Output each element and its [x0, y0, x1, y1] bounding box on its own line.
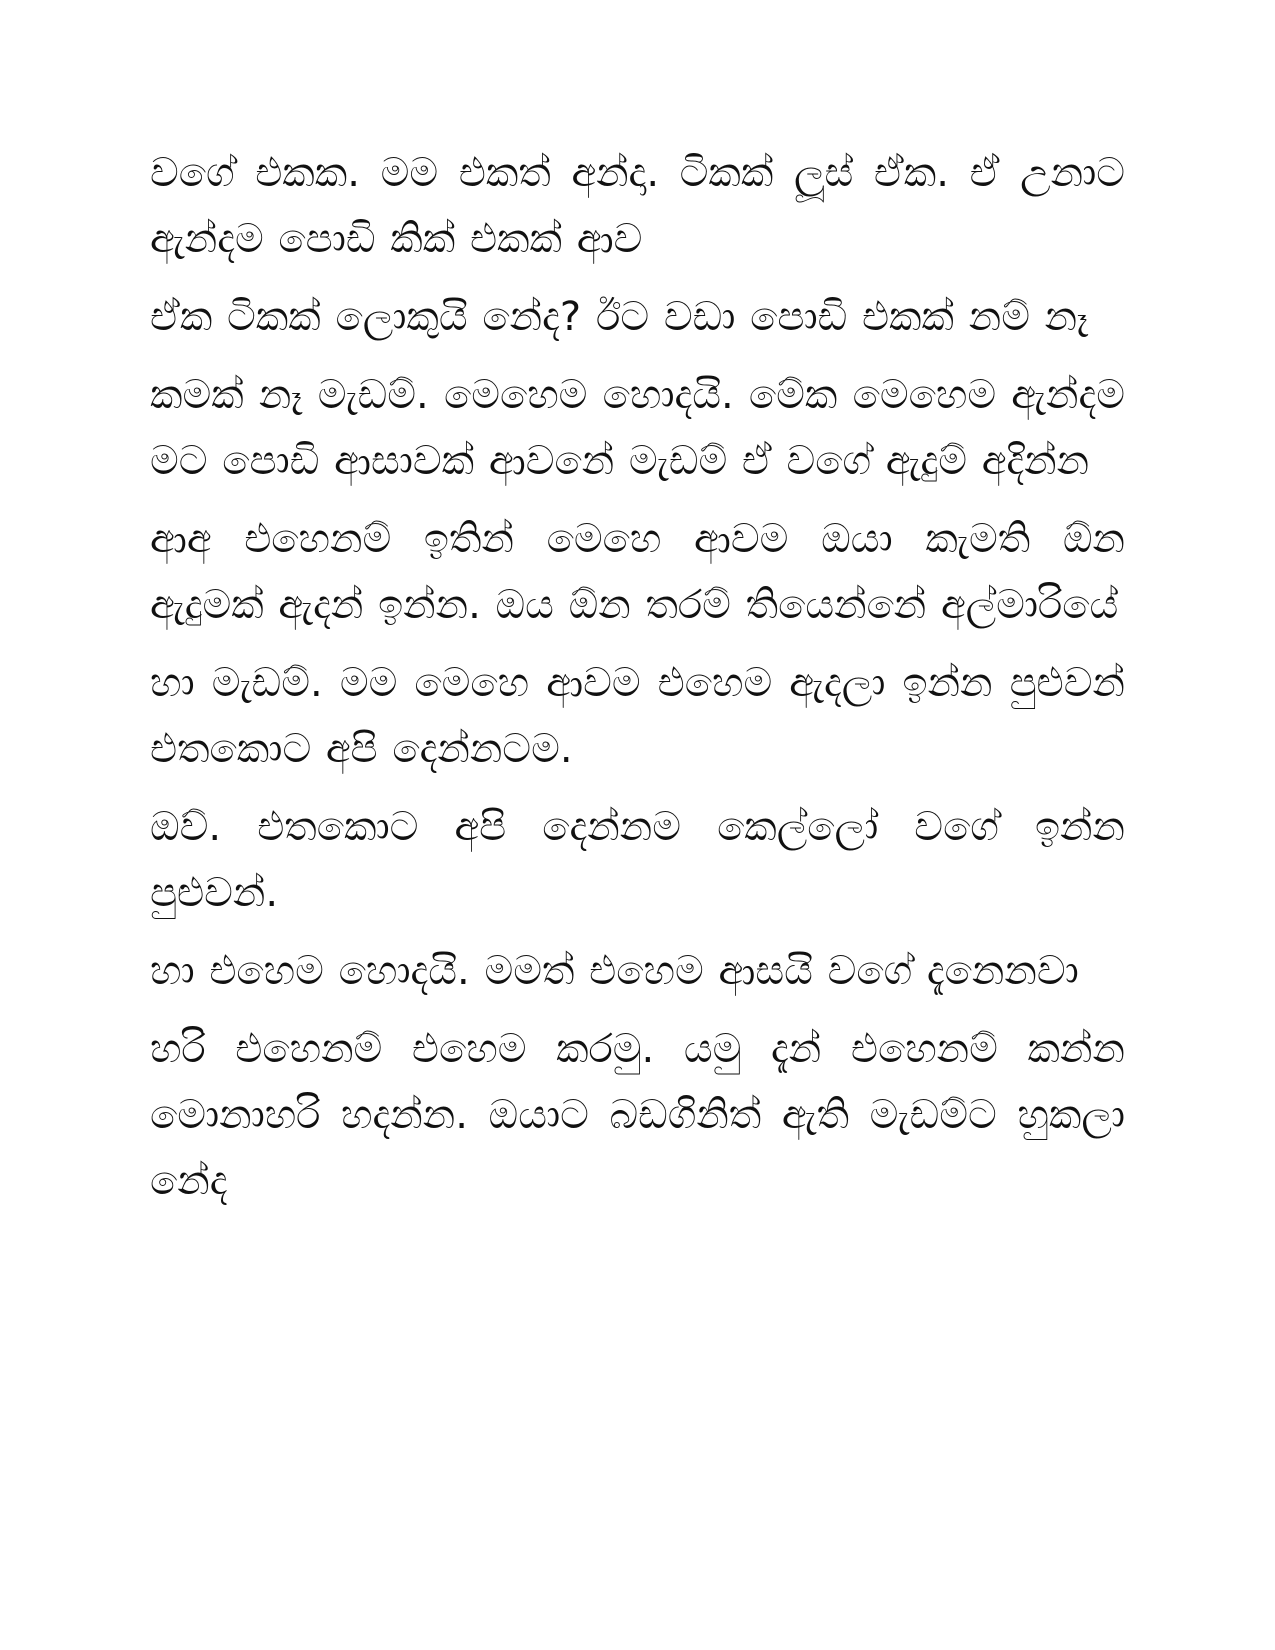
paragraph-4: ආඅ එහෙනම් ඉතින් මෙහෙ ආවම ඔයා කැමති ඕන ඇදුමක් ඇදන් ඉන්න. ඔය ඕන තරම් තියෙන්නේ අල්මාරියේ [150, 516, 1125, 628]
paragraph-8: හරි එහෙනම් එහෙම කරමු. යමු දැන් එහෙනම් කන්න මොනාහරි හදන්න. ඔයාට බඩගිනිත් ඇති මැඩම්ට හුකලා නේද [150, 1026, 1125, 1204]
paragraph-3: කමක් නෑ මැඩම්. මෙහෙම හොදයි. මේක මෙහෙම ඇන්දම මට පොඩි ආසාවක් ආවනේ මැඩම් ඒ වගේ ඇදුම් අදින්න [150, 372, 1125, 484]
paragraph-1: වගේ එකක. මම එකත් අන්දා. ටිකක් ලූස් ඒක. ඒ උනාට ඇන්දම පොඩි කික් එකක් ආව [150, 150, 1125, 262]
document-text-body [150, 140, 1125, 1226]
paragraph-5: හා මැඩම්. මම මෙහෙ ආවම එහෙම ඇදලා ඉන්න පුළුවන් එතකොට අපි දෙන්නටම. [150, 660, 1125, 772]
paragraph-6: ඔව්. එතකොට අපි දෙන්නම කෙල්ලෝ වගේ ඉන්න පුළුවන්. [150, 804, 1125, 916]
paragraph-7: හා එහෙම හොදයි. මමත් එහෙම ආසයි වගේ දැනෙනවා [150, 948, 1079, 994]
paragraph-2: ඒක ටිකක් ලොකුයි නේද? ඊට වඩා පොඩි එකක් නම් නෑ [150, 294, 1089, 340]
